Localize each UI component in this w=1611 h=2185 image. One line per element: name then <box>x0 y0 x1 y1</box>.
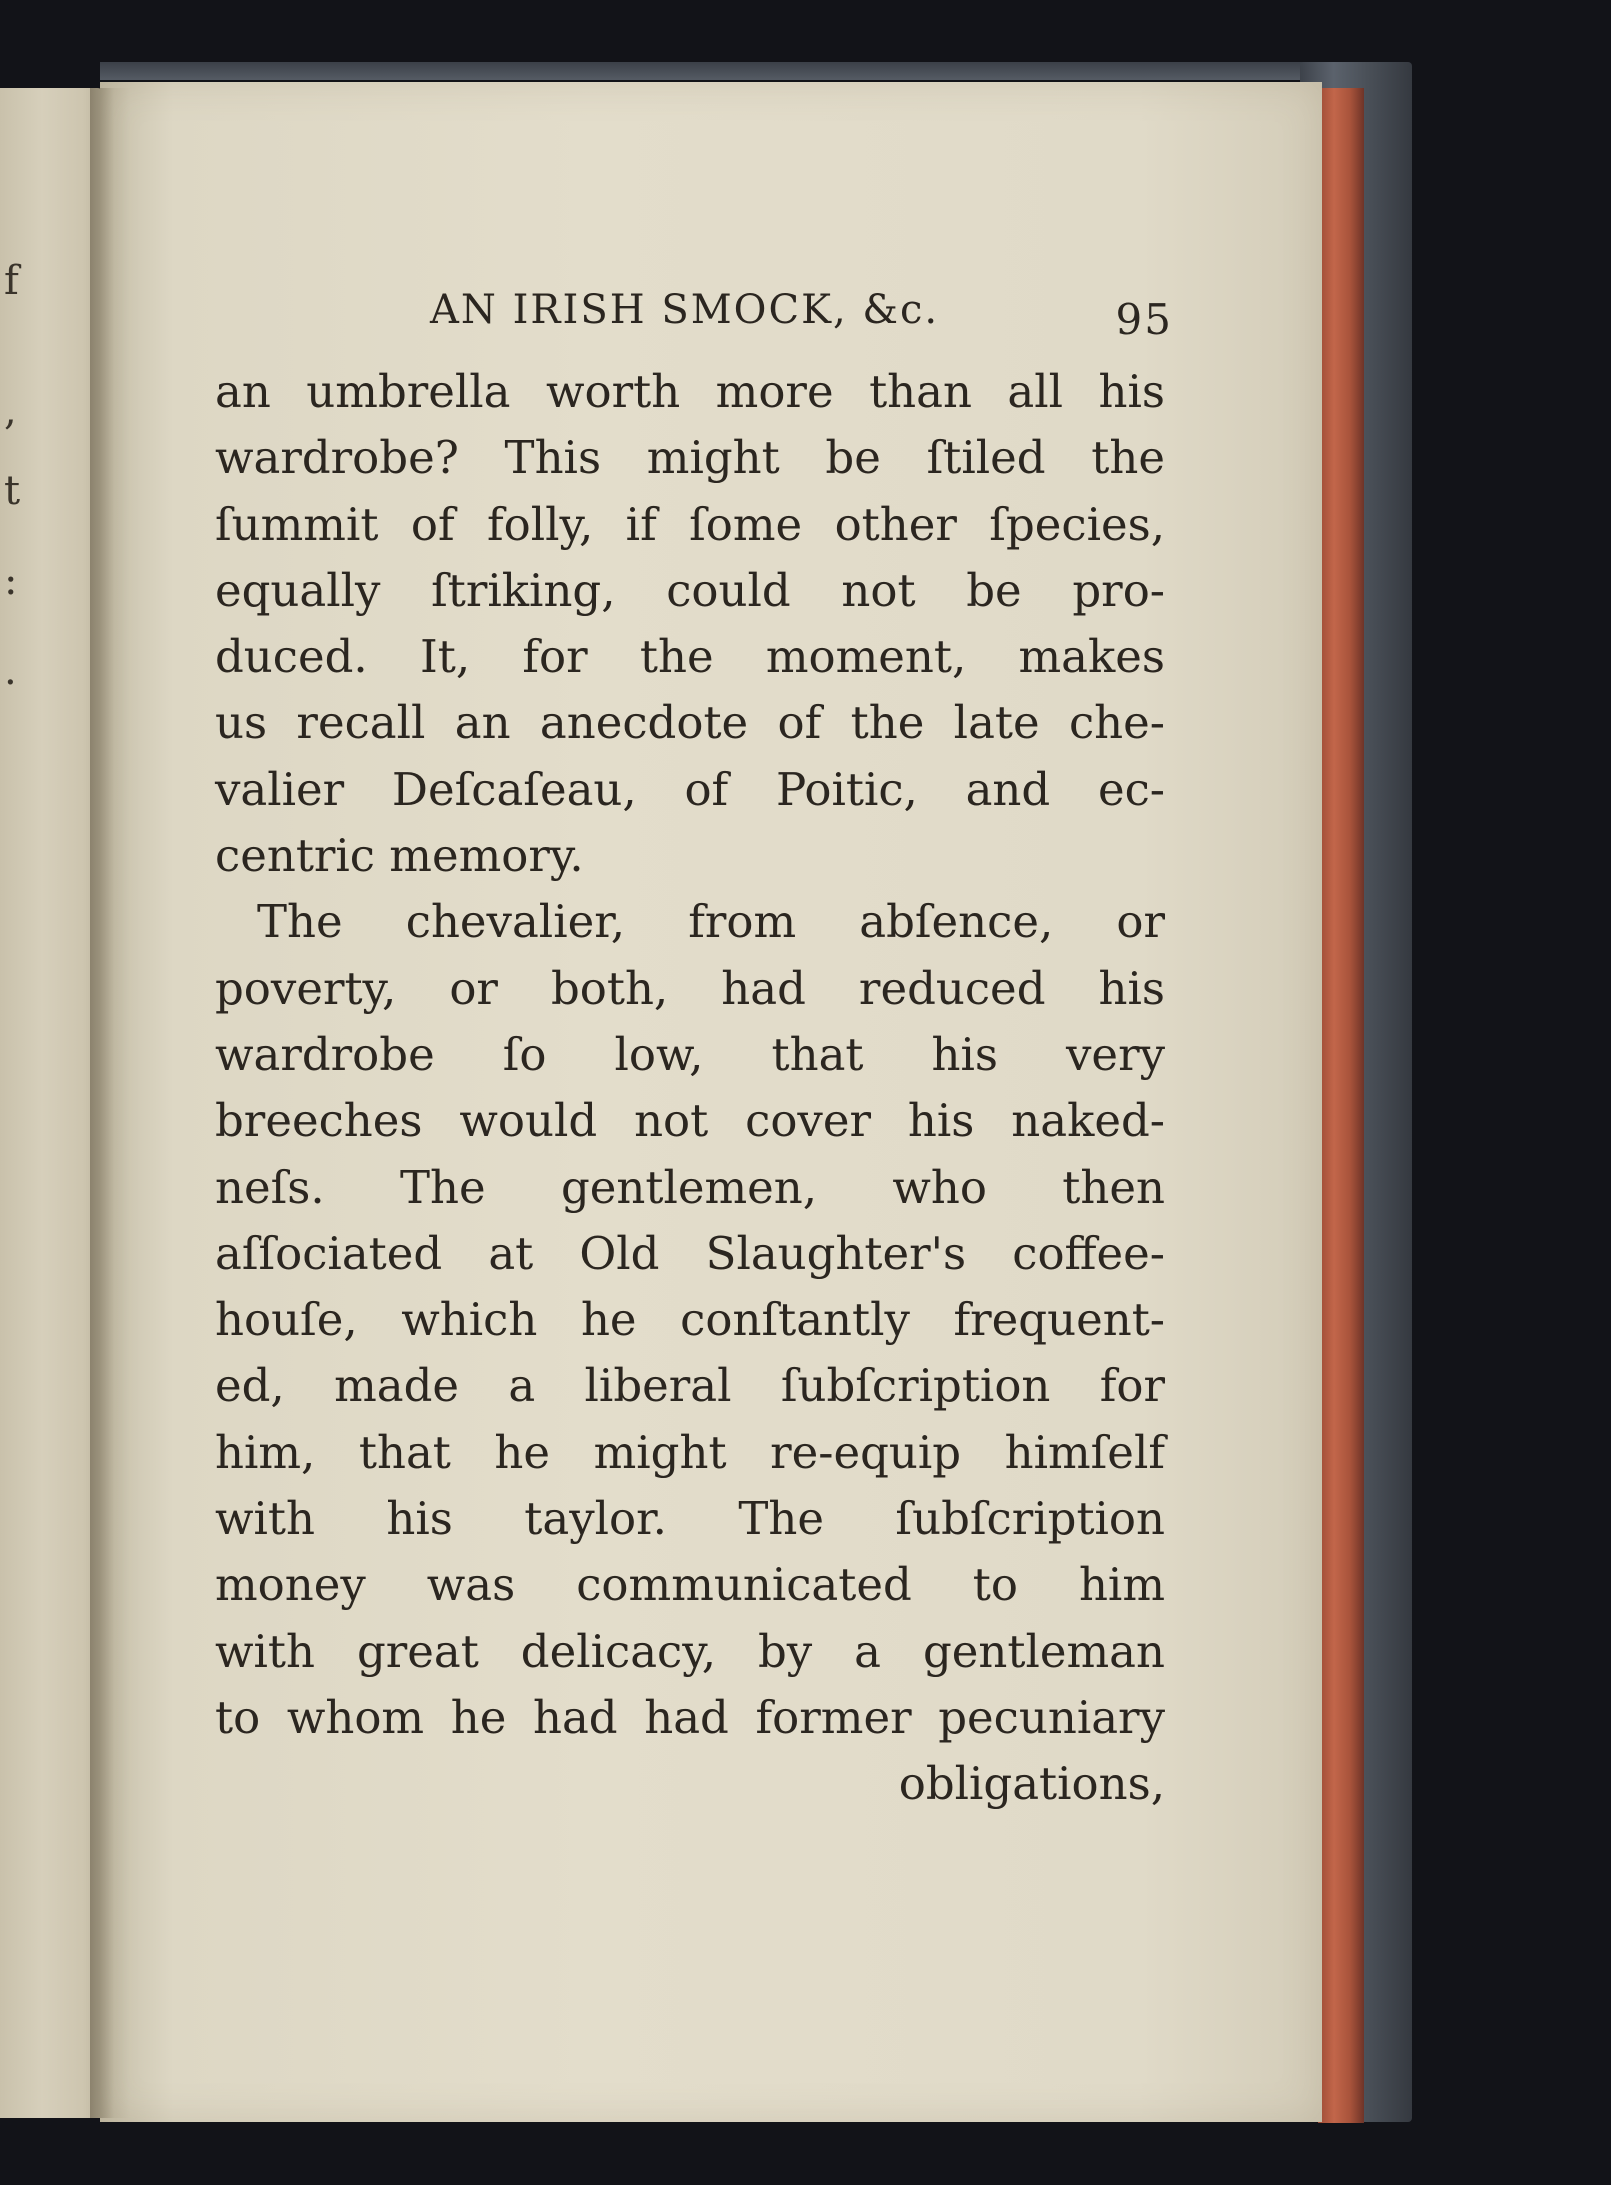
text-line: money was communicated to him <box>215 1558 1165 1612</box>
catchword: obligations, <box>898 1757 1165 1811</box>
text-line: aſſociated at Old Slaughter's coffee- <box>215 1226 1165 1280</box>
book-cover-top <box>100 62 1400 80</box>
page-gutter-shadow <box>90 88 130 2118</box>
text-line: an umbrella worth more than all his <box>215 365 1165 418</box>
text-line: wardrobe? This might be ſtiled the <box>215 431 1165 485</box>
text-line: neſs. The gentlemen, who then <box>215 1160 1165 1214</box>
text-line: duced. It, for the moment, makes <box>215 630 1165 684</box>
text-line: breeches would not cover his naked- <box>215 1094 1165 1148</box>
paragraph-2 <box>215 889 1165 1751</box>
left-page-fragment: : <box>4 558 18 604</box>
text-line: ed, made a liberal ſubſcription for <box>215 1359 1165 1413</box>
left-page-fragment: , <box>4 388 17 434</box>
text-line: with great delicacy, by a gentleman <box>215 1624 1165 1678</box>
paragraph-1 <box>215 359 1165 889</box>
book-page <box>100 82 1322 2122</box>
page-text <box>215 287 1173 1818</box>
page-number: 95 <box>1115 295 1173 344</box>
text-line: valier Deſcaſeau, of Poitic, and ec- <box>215 762 1165 816</box>
left-page-fragment: . <box>4 648 17 694</box>
running-title: AN IRISH SMOCK, &c. <box>430 287 940 333</box>
text-line: wardrobe ſo low, that his very <box>215 1027 1165 1081</box>
text-line: centric memory. <box>215 829 584 883</box>
red-page-edges <box>1318 88 1364 2123</box>
text-line: equally ſtriking, could not be pro- <box>215 563 1165 617</box>
text-line: The chevalier, from abſence, or <box>257 895 1165 949</box>
text-line: ſummit of folly, if ſome other ſpecies, <box>215 497 1165 551</box>
running-header <box>215 287 1173 359</box>
text-line: poverty, or both, had reduced his <box>215 961 1165 1015</box>
left-page-fragment: t <box>4 468 21 514</box>
text-line: us recall an anecdote of the late che- <box>215 696 1165 750</box>
text-line: him, that he might re-equip himſelf <box>215 1425 1165 1479</box>
text-line: to whom he had had former pecuniary <box>215 1690 1165 1744</box>
text-line: houſe, which he conſtantly frequent- <box>215 1293 1165 1347</box>
left-page-fragment: f <box>4 258 19 304</box>
text-line: with his taylor. The ſubſcription <box>215 1492 1165 1546</box>
